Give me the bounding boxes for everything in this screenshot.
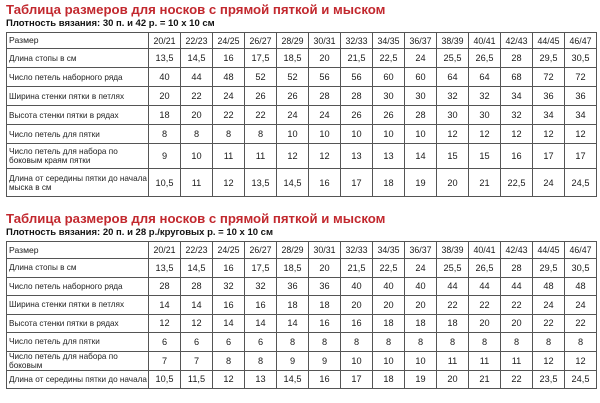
table-cell: 17 [533,144,565,169]
table-cell: 30 [469,106,501,125]
table-cell: 10 [341,351,373,370]
table-row [7,125,597,144]
table-row [7,49,597,68]
table-row [7,169,597,197]
table-cell: 44 [469,277,501,296]
table-cell: 40 [341,277,373,296]
table-cell: 30,5 [565,49,597,68]
row-label: Ширина стенки пятки в петлях [7,87,149,106]
table-cell: 12 [277,144,309,169]
table-cell: 8 [469,333,501,352]
size-table-body [7,33,597,197]
table-cell: 30 [437,106,469,125]
size-column-header: 32/33 [341,33,373,49]
table-cell: 22,5 [501,169,533,197]
table-cell: 22 [469,296,501,315]
table-cell: 18,5 [277,259,309,278]
table-cell: 9 [309,351,341,370]
table-cell: 40 [405,277,437,296]
size-column-header: 42/43 [501,33,533,49]
table-cell: 14,5 [181,259,213,278]
size-column-header: 24/25 [213,242,245,259]
row-label: Число петель для пятки [7,333,149,352]
size-column-header: 26/27 [245,33,277,49]
table-cell: 22 [565,314,597,333]
table-cell: 12 [213,370,245,389]
table-cell: 8 [149,125,181,144]
table-cell: 48 [565,277,597,296]
table-cell: 14 [213,314,245,333]
table-cell: 24 [277,106,309,125]
table-row [7,68,597,87]
table-cell: 12 [533,125,565,144]
table-cell: 72 [565,68,597,87]
table-cell: 11 [213,144,245,169]
table-cell: 24 [533,296,565,315]
size-column-header: 40/41 [469,242,501,259]
table-row [7,296,597,315]
table-cell: 20 [469,314,501,333]
table-cell: 18 [437,314,469,333]
row-label: Ширина стенки пятки в петлях [7,296,149,315]
size-column-header: 46/47 [565,33,597,49]
table-cell: 22 [245,106,277,125]
table-cell: 16 [309,314,341,333]
table-cell: 14 [405,144,437,169]
table-cell: 16 [245,296,277,315]
row-label: Высота стенки пятки в рядах [7,106,149,125]
table-cell: 22,5 [373,49,405,68]
row-label: Длина от середины пятки до начала мыска в см [7,169,149,197]
table-cell: 17 [565,144,597,169]
table-cell: 8 [309,333,341,352]
size-column-header: 44/45 [533,242,565,259]
table-row [7,333,597,352]
table-cell: 10,5 [149,169,181,197]
table-cell: 19 [405,169,437,197]
table-cell: 16 [501,144,533,169]
table-cell: 36 [309,277,341,296]
size-table [6,32,597,197]
table-cell: 14 [277,314,309,333]
table-cell: 52 [277,68,309,87]
table-cell: 13 [341,144,373,169]
table-cell: 12 [565,351,597,370]
table-cell: 17,5 [245,49,277,68]
table-cell: 24 [565,296,597,315]
table-cell: 14,5 [181,49,213,68]
table-cell: 20 [309,49,341,68]
table-cell: 12 [501,125,533,144]
table-cell: 34 [565,106,597,125]
table-cell: 11,5 [181,370,213,389]
table-cell: 21 [469,370,501,389]
row-label: Число петель для пятки [7,125,149,144]
table-cell: 28 [501,259,533,278]
table-cell: 17,5 [245,259,277,278]
table-cell: 24 [405,259,437,278]
table-cell: 17 [341,370,373,389]
table-cell: 56 [309,68,341,87]
table-cell: 10 [309,125,341,144]
table-cell: 8 [277,333,309,352]
table-cell: 26 [245,87,277,106]
table-cell: 13,5 [149,259,181,278]
size-column-header: 30/31 [309,33,341,49]
table-cell: 10 [181,144,213,169]
table-cell: 22 [501,370,533,389]
table-cell: 8 [245,351,277,370]
table-cell: 8 [565,333,597,352]
table-cell: 29,5 [533,259,565,278]
table-cell: 48 [533,277,565,296]
size-column-header: 20/21 [149,33,181,49]
row-label: Число петель наборного ряда [7,277,149,296]
table-cell: 12 [469,125,501,144]
table-cell: 72 [533,68,565,87]
table-cell: 6 [181,333,213,352]
table-cell: 22,5 [373,259,405,278]
table-cell: 22 [501,296,533,315]
table-cell: 14,5 [277,370,309,389]
row-label: Длина стопы в см [7,49,149,68]
row-label: Длина стопы в см [7,259,149,278]
table-cell: 15 [437,144,469,169]
table-cell: 26 [277,87,309,106]
table-row [7,106,597,125]
table-cell: 18 [405,314,437,333]
table-cell: 8 [181,125,213,144]
size-table-block-1 [6,2,596,197]
table-cell: 60 [373,68,405,87]
table-cell: 12 [533,351,565,370]
table-cell: 24,5 [565,169,597,197]
table-cell: 30,5 [565,259,597,278]
table-cell: 20 [405,296,437,315]
table-cell: 22 [533,314,565,333]
table-cell: 25,5 [437,49,469,68]
table-cell: 64 [469,68,501,87]
table-cell: 52 [245,68,277,87]
table-cell: 36 [277,277,309,296]
table-cell: 14 [181,296,213,315]
table-cell: 6 [245,333,277,352]
table-cell: 18 [277,296,309,315]
size-column-header: 40/41 [469,33,501,49]
table-cell: 13,5 [149,49,181,68]
table-cell: 56 [341,68,373,87]
table-cell: 20 [341,296,373,315]
table-cell: 6 [213,333,245,352]
table-cell: 10 [341,125,373,144]
table-cell: 12 [437,125,469,144]
table-cell: 10,5 [149,370,181,389]
table-cell: 12 [309,144,341,169]
table-cell: 18 [149,106,181,125]
size-column-header: 20/21 [149,242,181,259]
table-cell: 18 [373,314,405,333]
gauge-density: Плотность вязания: 20 п. и 28 р./круговых р. = 10 x 10 см [6,227,273,238]
size-column-header: 46/47 [565,242,597,259]
table-cell: 8 [405,333,437,352]
table-cell: 11 [501,351,533,370]
table-cell: 8 [501,333,533,352]
table-cell: 16 [309,169,341,197]
table-cell: 14 [245,314,277,333]
table-cell: 20 [437,370,469,389]
table-cell: 22 [181,87,213,106]
size-column-header: 22/23 [181,242,213,259]
table-cell: 10 [405,125,437,144]
size-column-header: 38/39 [437,242,469,259]
table-row [7,144,597,169]
size-column-header: 36/37 [405,33,437,49]
row-label: Число петель для набора по боковым [7,351,149,370]
table-cell: 8 [533,333,565,352]
size-column-header: 36/37 [405,242,437,259]
table-cell: 34 [533,106,565,125]
table-cell: 24 [533,169,565,197]
row-label: Число петель наборного ряда [7,68,149,87]
table-cell: 32 [245,277,277,296]
table-cell: 40 [149,68,181,87]
table-cell: 25,5 [437,259,469,278]
size-column-header: 24/25 [213,33,245,49]
table-cell: 10 [405,351,437,370]
table-cell: 19 [405,370,437,389]
size-header-row [7,33,597,49]
table-cell: 7 [149,351,181,370]
table-cell: 8 [213,351,245,370]
table-cell: 16 [213,49,245,68]
table-cell: 28 [181,277,213,296]
table-cell: 28 [149,277,181,296]
table-cell: 20 [181,106,213,125]
table-cell: 23,5 [533,370,565,389]
size-column-header: 26/27 [245,242,277,259]
table-cell: 28 [309,87,341,106]
table-cell: 20 [437,169,469,197]
table-cell: 29,5 [533,49,565,68]
table-row [7,277,597,296]
table-row [7,351,597,370]
table-cell: 20 [149,87,181,106]
size-header-label: Размер [7,242,149,259]
table-cell: 16 [341,314,373,333]
table-cell: 20 [501,314,533,333]
table-cell: 24,5 [565,370,597,389]
size-column-header: 34/35 [373,242,405,259]
size-header-label: Размер [7,33,149,49]
table-cell: 8 [341,333,373,352]
table-cell: 22 [437,296,469,315]
row-label: Высота стенки пятки в рядах [7,314,149,333]
table-cell: 28 [341,87,373,106]
size-column-header: 28/29 [277,242,309,259]
table-cell: 16 [309,370,341,389]
table-cell: 11 [181,169,213,197]
table-cell: 34 [501,87,533,106]
table-cell: 24 [405,49,437,68]
size-header-row [7,242,597,259]
table-cell: 8 [437,333,469,352]
size-column-header: 22/23 [181,33,213,49]
table-cell: 64 [437,68,469,87]
table-cell: 13 [373,144,405,169]
table-cell: 13 [245,370,277,389]
size-column-header: 44/45 [533,33,565,49]
table-cell: 26,5 [469,49,501,68]
table-cell: 12 [213,169,245,197]
table-cell: 18 [373,370,405,389]
table-cell: 60 [405,68,437,87]
table-cell: 30 [405,87,437,106]
table-cell: 11 [245,144,277,169]
table-cell: 17 [341,169,373,197]
table-cell: 32 [213,277,245,296]
table-cell: 6 [149,333,181,352]
table-cell: 44 [437,277,469,296]
table-cell: 9 [149,144,181,169]
table-cell: 28 [405,106,437,125]
table-cell: 26 [373,106,405,125]
table-cell: 68 [501,68,533,87]
table-cell: 36 [565,87,597,106]
table-cell: 24 [213,87,245,106]
row-label: Число петель для набора по боковым краям пятки [7,144,149,169]
size-column-header: 38/39 [437,33,469,49]
table-cell: 13,5 [245,169,277,197]
row-label: Длина от середины пятки до начала [7,370,149,389]
table-cell: 21,5 [341,259,373,278]
table-cell: 8 [213,125,245,144]
table-cell: 21 [469,169,501,197]
table-cell: 9 [277,351,309,370]
table-cell: 14 [149,296,181,315]
table-cell: 21,5 [341,49,373,68]
table-cell: 10 [373,125,405,144]
table-cell: 32 [501,106,533,125]
table-cell: 26,5 [469,259,501,278]
table-cell: 11 [437,351,469,370]
table-cell: 48 [213,68,245,87]
table-cell: 8 [373,333,405,352]
size-column-header: 30/31 [309,242,341,259]
size-table-body [7,242,597,389]
table-cell: 14,5 [277,169,309,197]
table-cell: 16 [213,259,245,278]
table-cell: 32 [469,87,501,106]
table-cell: 18 [309,296,341,315]
table-row [7,370,597,389]
table-cell: 26 [341,106,373,125]
table-cell: 30 [373,87,405,106]
table-cell: 24 [309,106,341,125]
table-cell: 15 [469,144,501,169]
table-cell: 20 [373,296,405,315]
table-cell: 28 [501,49,533,68]
table-cell: 12 [181,314,213,333]
table-cell: 10 [277,125,309,144]
size-table-block-2 [6,211,596,389]
table-cell: 16 [213,296,245,315]
table-cell: 11 [469,351,501,370]
size-column-header: 28/29 [277,33,309,49]
table-cell: 44 [501,277,533,296]
table-cell: 20 [309,259,341,278]
size-column-header: 32/33 [341,242,373,259]
gauge-density: Плотность вязания: 30 п. и 42 р. = 10 x 10 см [6,18,215,29]
table-cell: 7 [181,351,213,370]
size-table [6,241,597,389]
table-cell: 22 [213,106,245,125]
table-title: Таблица размеров для носков с прямой пяткой и мыском [6,2,386,17]
table-cell: 44 [181,68,213,87]
size-column-header: 42/43 [501,242,533,259]
table-row [7,259,597,278]
table-cell: 40 [373,277,405,296]
table-cell: 36 [533,87,565,106]
table-title: Таблица размеров для носков с прямой пяткой и мыском [6,211,386,226]
table-row [7,87,597,106]
table-cell: 12 [149,314,181,333]
table-cell: 12 [565,125,597,144]
table-cell: 10 [373,351,405,370]
table-cell: 18,5 [277,49,309,68]
size-column-header: 34/35 [373,33,405,49]
table-cell: 8 [245,125,277,144]
table-cell: 18 [373,169,405,197]
table-row [7,314,597,333]
table-cell: 32 [437,87,469,106]
